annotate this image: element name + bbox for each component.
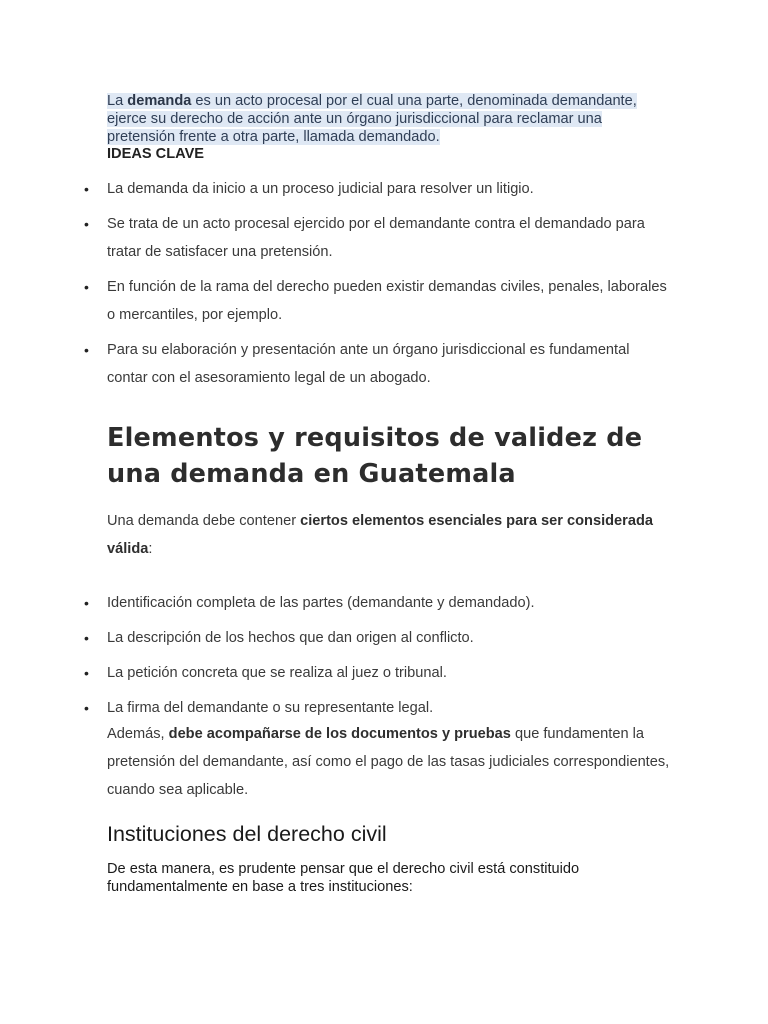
list-item-text: Se trata de un acto procesal ejercido por el demandante contra el demandado para tratar de satisfacer una pretensión. xyxy=(107,216,645,260)
list-item xyxy=(84,624,667,652)
list-item-text: En función de la rama del derecho pueden existir demandas civiles, penales, laborales o mercantiles, por ejemplo. xyxy=(107,279,667,323)
intro-highlight xyxy=(107,93,637,145)
bullet-icon: • xyxy=(84,700,89,716)
list-item-text: Para su elaboración y presentación ante un órgano jurisdiccional es fundamental contar con el asesoramiento legal de un abogado. xyxy=(107,342,630,386)
list-item xyxy=(84,273,667,329)
elements-intro-start: Una demanda debe contener xyxy=(107,513,301,529)
elements-intro-paragraph xyxy=(107,507,677,563)
list-item xyxy=(84,210,667,266)
list-item-text: La descripción de los hechos que dan origen al conflicto. xyxy=(107,630,474,646)
list-item xyxy=(84,589,667,617)
elements-intro-bold: ciertos elementos esenciales para ser considerada válida xyxy=(107,513,653,557)
bullet-icon: • xyxy=(84,279,89,295)
bullet-icon: • xyxy=(84,181,89,197)
section-heading: Elementos y requisitos de validez de una demanda en Guatemala xyxy=(107,423,643,489)
intro-text-end: es un acto procesal por el cual una parte, denominada demandante, ejerce su derecho de acción ante un órgano jurisdiccional para reclamar una pretensión frente a otra parte, llamada demandado. xyxy=(107,93,637,145)
ademas-start: Además, xyxy=(107,726,169,742)
bullet-icon: • xyxy=(84,630,89,646)
bullet-icon: • xyxy=(84,595,89,611)
ademas-paragraph xyxy=(107,720,677,804)
key-ideas-list xyxy=(84,175,667,399)
list-item xyxy=(84,659,667,687)
list-item-text: Identificación completa de las partes (demandante y demandado). xyxy=(107,595,535,611)
ademas-bold: debe acompañarse de los documentos y pruebas xyxy=(168,726,511,742)
elements-list xyxy=(84,589,667,729)
bullet-icon: • xyxy=(84,216,89,232)
list-item-text: La petición concreta que se realiza al juez o tribunal. xyxy=(107,665,447,681)
intro-text-start: La xyxy=(107,93,128,109)
bullet-icon: • xyxy=(84,665,89,681)
bullet-icon: • xyxy=(84,342,89,358)
list-item xyxy=(84,694,667,722)
intro-paragraph xyxy=(107,92,667,146)
list-item xyxy=(84,336,667,392)
civil-heading: Instituciones del derecho civil xyxy=(107,822,387,846)
list-item-text: La firma del demandante o su representante legal. xyxy=(107,700,434,716)
ademas-end: que fundamenten la pretensión del demandante, así como el pago de las tasas judiciales correspondientes, cuando sea aplicable. xyxy=(107,726,670,798)
list-item-text: La demanda da inicio a un proceso judicial para resolver un litigio. xyxy=(107,181,534,197)
civil-paragraph: De esta manera, es prudente pensar que el derecho civil está constituido fundamentalmente en base a tres instituciones: xyxy=(107,861,580,895)
elements-intro-end: : xyxy=(148,541,153,557)
list-item xyxy=(84,175,667,203)
intro-bold-term: demanda xyxy=(127,93,192,109)
ideas-clave-title: IDEAS CLAVE xyxy=(107,146,205,162)
